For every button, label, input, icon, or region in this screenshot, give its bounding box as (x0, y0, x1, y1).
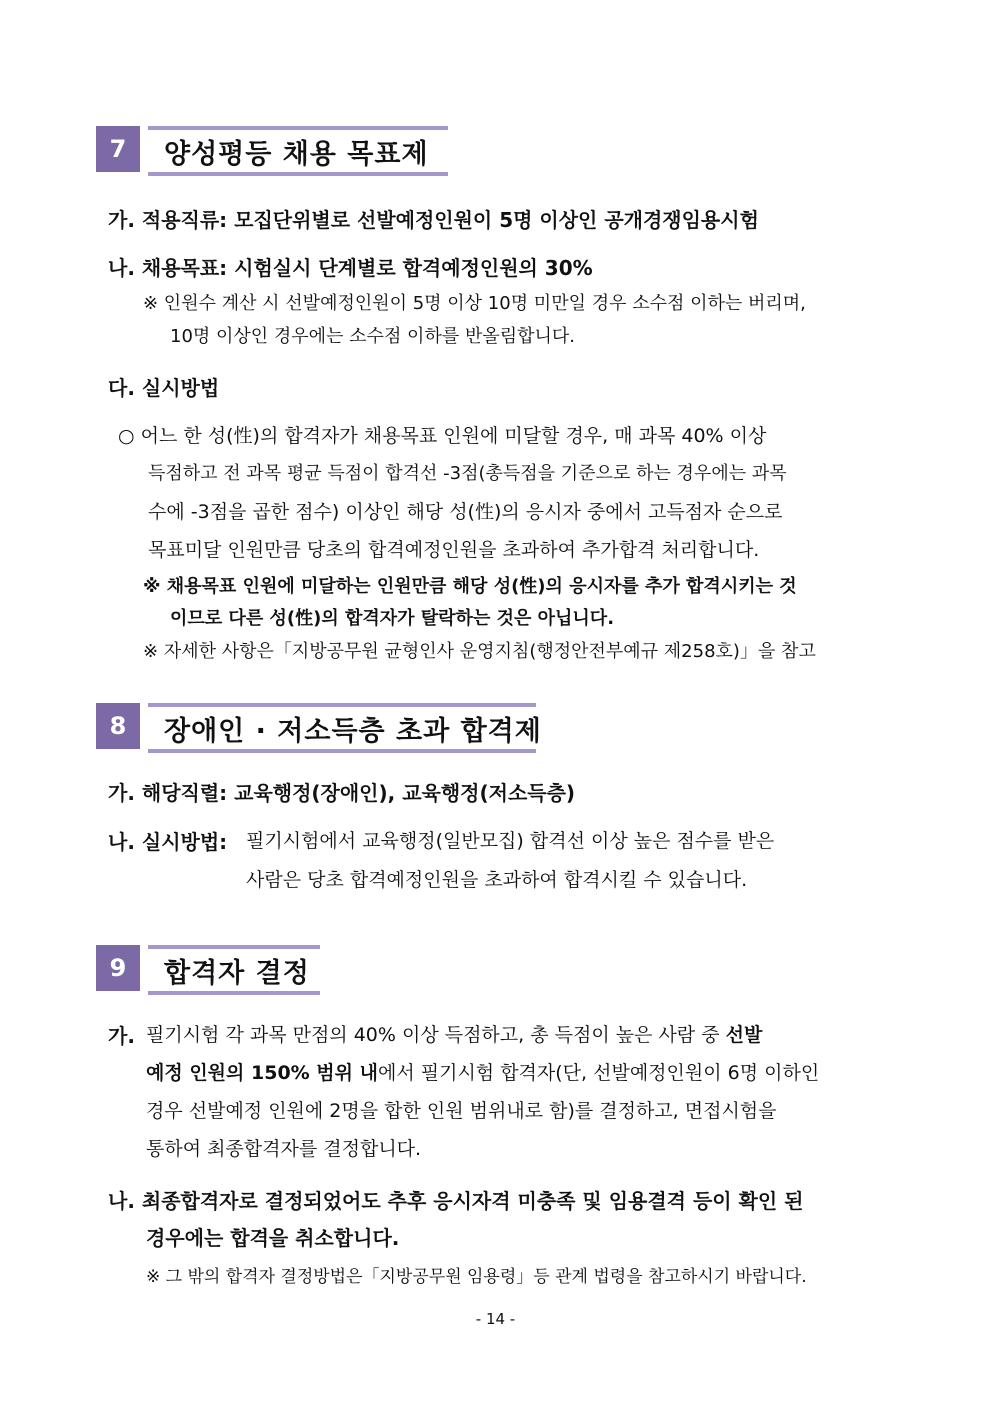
s7-b-note-1: ※ 인원수 계산 시 선발예정인원이 5명 이상 10명 미만일 경우 소수점 이하는 버리며, (143, 293, 806, 314)
s8-b-text-1: 필기시험에서 교육행정(일반모집) 합격선 이상 높은 점수를 받은 (246, 830, 775, 852)
s7-b-note-2: 10명 이상인 경우에는 소수점 이하를 반올림합니다. (170, 326, 575, 347)
s9-b-note: ※ 그 밖의 합격자 결정방법은「지방공무원 임용령」등 관계 법령을 참고하시기 바랍니다. (146, 1267, 807, 1287)
s9-a-line-3: 경우 선발예정 인원에 2명을 합한 인원 범위내로 함)를 결정하고, 면접시험을 (146, 1100, 777, 1122)
section-title: 장애인 · 저소득층 초과 합격제 (148, 703, 536, 753)
s9-a-1-text: 필기시험 각 과목 만점의 40% 이상 득점하고, 총 득점이 높은 사람 중 (146, 1024, 726, 1046)
section-number-badge: 8 (96, 703, 140, 749)
s9-a-label: 가. (108, 1024, 135, 1048)
section-title: 합격자 결정 (148, 945, 320, 995)
s7-c-para-2: 득점하고 전 과목 평균 득점이 합격선 -3점(총득점을 기준으로 하는 경우에는 과목 (148, 463, 787, 484)
s8-b-text-2: 사람은 당초 합격예정인원을 초과하여 합격시킬 수 있습니다. (246, 869, 748, 891)
s7-c-line: 다. 실시방법 (108, 376, 220, 400)
s8-a-line: 가. 해당직렬: 교육행정(장애인), 교육행정(저소득층) (108, 781, 576, 805)
s9-a-line-4: 통하여 최종합격자를 결정합니다. (146, 1138, 422, 1160)
s7-c-para-3: 수에 -3점을 곱한 점수) 이상인 해당 성(性)의 응시자 중에서 고득점자 순으로 (148, 501, 783, 523)
section-number-badge: 9 (96, 945, 140, 991)
s8-b-label: 나. 실시방법: (108, 830, 228, 854)
s7-c-note-1a: ※ 채용목표 인원에 미달하는 인원만큼 해당 성(性)의 응시자를 추가 합격시키는 것 (143, 576, 797, 597)
page-number: - 14 - (475, 1310, 516, 1328)
s9-b-line-1: 나. 최종합격자로 결정되었어도 추후 응시자격 미충족 및 임용결격 등이 확인 된 (108, 1189, 804, 1213)
s9-a-2-bold: 예정 인원의 150% 범위 내 (146, 1062, 378, 1084)
s7-c-note-2: ※ 자세한 사항은「지방공무원 균형인사 운영지침(행정안전부예규 제258호)」을 참고 (143, 641, 816, 662)
s7-c-para-4: 목표미달 인원만큼 당초의 합격예정인원을 초과하여 추가합격 처리합니다. (148, 539, 760, 561)
s9-a-line-2 (146, 1058, 819, 1085)
section-title: 양성평등 채용 목표제 (148, 126, 448, 176)
section-number-badge: 7 (96, 126, 140, 172)
s9-a-2-text: 에서 필기시험 합격자(단, 선발예정인원이 6명 이하인 (378, 1062, 820, 1084)
s9-a-1-bold: 선발 (725, 1024, 763, 1046)
s7-a-line: 가. 적용직류: 모집단위별로 선발예정인원이 5명 이상인 공개경쟁임용시험 (108, 208, 759, 232)
s7-c-para-1: ○ 어느 한 성(性)의 합격자가 채용목표 인원에 미달할 경우, 매 과목 40% 이상 (118, 425, 767, 447)
s9-a-line-1 (146, 1020, 762, 1047)
s9-b-line-2: 경우에는 합격을 취소합니다. (146, 1226, 400, 1250)
s7-b-line: 나. 채용목표: 시험실시 단계별로 합격예정인원의 30% (108, 256, 593, 280)
s7-c-note-1b: 이므로 다른 성(性)의 합격자가 탈락하는 것은 아닙니다. (170, 608, 615, 629)
